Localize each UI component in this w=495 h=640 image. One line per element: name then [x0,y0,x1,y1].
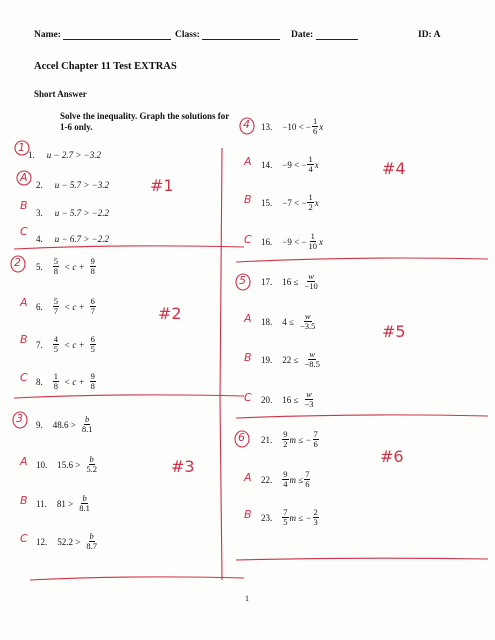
divider-right-1 [236,258,488,262]
problem-21: 21. $\frac{9}{2}$ m ≤ − $\frac{7}{6}$ [261,429,318,449]
mark-B-3: B [20,199,28,212]
mark-circled-4: 4 [243,118,250,131]
class-label: Class: [175,30,280,40]
problem-8: 8. $\frac{1}{8}$ < c + $\frac{9}{8}$ [36,371,95,391]
mark-A-22: A [244,471,252,484]
mark-circled-5: 5 [239,274,246,287]
group-label-4: #4 [382,159,406,178]
name-label: Name: [34,30,171,40]
mark-C-8: C [20,371,28,384]
divider-right-2 [236,415,488,418]
mark-C-4: C [20,225,28,238]
test-title: Accel Chapter 11 Test EXTRAS [34,61,177,72]
mark-circled-2: 2 [14,256,21,269]
date-label: Date: [291,30,358,40]
problem-14: 14. −9 < − $\frac{1}{4}$ x [261,154,319,174]
mark-A-14: A [244,155,252,168]
problem-4: 4. u − 6.7 > −2.2 [36,234,109,244]
problem-2: 2. u − 5.7 > −3.2 [36,180,109,190]
mark-B-19: B [244,351,252,364]
circle-around-3 [13,412,27,428]
id-label: ID: A [418,30,441,40]
mark-C-12: C [20,532,28,545]
divider-left-3 [30,577,244,580]
mark-A-18: A [244,312,252,325]
column-divider [220,148,222,580]
divider-left-2 [14,395,244,398]
problem-22: 22. $\frac{9}{4}$ m ≤ $\frac{7}{6}$ [261,469,310,489]
mark-B-15: B [244,193,252,206]
problem-12: 12. 52.2 > $\frac{b}{8.7}$ [36,531,97,551]
group-label-2: #2 [158,304,182,323]
mark-B-23: B [244,508,252,521]
problem-10: 10. 15.6 > $\frac{b}{5.2}$ [36,454,97,474]
page-number: 1 [245,594,249,603]
circle-around-1 [15,141,29,155]
circle-around-2 [11,256,25,272]
mark-B-7: B [20,333,28,346]
problem-3: 3. u − 5.7 > −2.2 [36,208,109,218]
divider-left-1 [14,246,244,249]
mark-circled-A: A [20,171,28,184]
circle-around-4 [240,118,254,134]
divider-right-3 [236,558,488,560]
problem-16: 16. −9 < − $\frac{1}{10}$ x [261,231,323,251]
mark-B-11: B [20,494,28,507]
problem-17: 17. 16 ≤ $\frac{w}{-10}$ [261,271,318,291]
mark-A-10: A [20,455,28,468]
problem-19: 19. 22 ≤ $\frac{w}{-8.5}$ [261,349,320,369]
problem-13: 13. −10 < − $\frac{1}{6}$ x [261,116,324,136]
group-label-6: #6 [380,447,404,466]
group-label-3: #3 [171,457,195,476]
problem-6: 6. $\frac{5}{7}$ < c + $\frac{6}{7}$ [36,296,95,316]
problem-20: 20. 16 ≤ $\frac{w}{-3}$ [261,389,314,409]
circle-around-5 [236,274,250,290]
circle-around-A [17,171,31,185]
problem-7: 7. $\frac{4}{5}$ < c + $\frac{6}{5}$ [36,334,95,354]
problem-1: 1. u − 2.7 > −3.2 [28,150,101,160]
circle-around-6 [235,431,249,447]
section-heading: Short Answer [34,89,87,99]
problem-15: 15. −7 < − $\frac{1}{2}$ x [261,192,319,212]
problem-23: 23. $\frac{7}{5}$ m ≤ − $\frac{2}{3}$ [261,507,318,527]
problem-18: 18. 4 ≤ $\frac{w}{-3.5}$ [261,311,316,331]
instructions: Solve the inequality. Graph the solutions for 1-6 only. [60,111,230,132]
group-label-1: #1 [150,176,174,195]
mark-circled-6: 6 [238,431,245,444]
mark-C-16: C [244,233,252,246]
problem-5: 5. $\frac{5}{8}$ < c + $\frac{9}{8}$ [36,256,95,276]
mark-circled-3: 3 [16,412,23,425]
mark-A-6: A [20,296,28,309]
group-label-5: #5 [382,322,406,341]
mark-C-20: C [244,391,252,404]
mark-circled-1: 1 [18,141,25,154]
problem-11: 11. 81 > $\frac{b}{8.1}$ [36,493,90,513]
problem-9: 9. 48.6 > $\frac{b}{8.1}$ [36,414,93,434]
